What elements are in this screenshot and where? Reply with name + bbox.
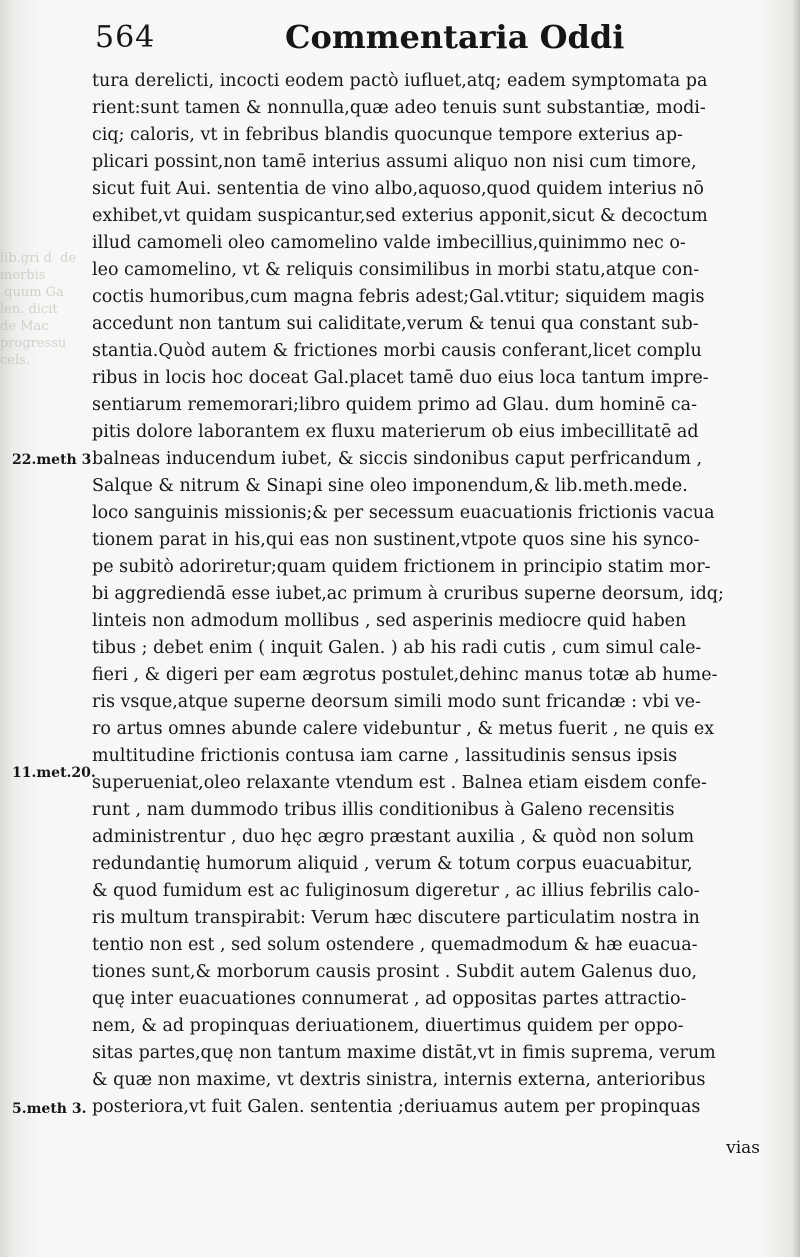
margin-note: 5.meth 3.	[12, 1101, 87, 1117]
page-edge-shadow	[792, 0, 800, 1257]
text-line: sitas partes,quę non tantum maxime distāt,vt in fimis suprema, verum	[92, 1043, 716, 1063]
catchword: vias	[726, 1138, 760, 1158]
text-line: sicut fuit Aui. sententia de vino albo,aquoso,quod quidem interius nō	[92, 179, 704, 199]
text-line: ro artus omnes abunde calere videbuntur , & metus fuerit , ne quis ex	[92, 719, 715, 739]
text-line: ciq; caloris, vt in febribus blandis quocunque tempore exterius ap-	[92, 125, 683, 145]
text-line: linteis non admodum mollibus , sed asperinis mediocre quid haben	[92, 611, 687, 631]
text-line: redundantię humorum aliquid , verum & totum corpus euacuabitur,	[92, 854, 693, 874]
text-line: tura derelicti, incocti eodem pactò iufluet,atq; eadem symptomata pa	[92, 71, 708, 91]
text-line: runt , nam dummodo tribus illis conditionibus à Galeno recensitis	[92, 800, 675, 820]
text-line: pitis dolore laborantem ex fluxu materierum ob eius imbecillitatē ad	[92, 422, 699, 442]
margin-note: 11.met.20.	[12, 765, 96, 781]
text-line: tentio non est , sed solum ostendere , quemadmodum & hæ euacua-	[92, 935, 698, 955]
text-line: ris multum transpirabit: Verum hæc discutere particulatim nostra in	[92, 908, 700, 928]
text-line: multitudine frictionis contusa iam carne , lassitudinis sensus ipsis	[92, 746, 678, 766]
text-line: sentiarum rememorari;libro quidem primo ad Glau. dum hominē ca-	[92, 395, 697, 415]
text-line: tiones sunt,& morborum causis prosint . Subdit autem Galenus duo,	[92, 962, 698, 982]
page-number: 564	[95, 20, 156, 55]
text-line: bi aggrediendā esse iubet,ac primum à cruribus superne deorsum, idq;	[92, 584, 724, 604]
text-line: fieri , & digeri per eam ægrotus postulet,dehinc manus totæ ab hume-	[92, 665, 718, 685]
text-line: coctis humoribus,cum magna febris adest;Gal.vtitur; siquidem magis	[92, 287, 705, 307]
text-line: Salque & nitrum & Sinapi sine oleo imponendum,& lib.meth.mede.	[92, 476, 688, 496]
running-title: Commentaria Oddi	[285, 18, 625, 56]
text-line: accedunt non tantum sui caliditate,verum & tenui qua constant sub-	[92, 314, 699, 334]
text-line: loco sanguinis missionis;& per secessum euacuationis frictionis vacua	[92, 503, 715, 523]
text-line: exhibet,vt quidam suspicantur,sed exterius apponit,sicut & decoctum	[92, 206, 708, 226]
text-line: illud camomeli oleo camomelino valde imbecillius,quinimmo nec o-	[92, 233, 686, 253]
text-line: rient:sunt tamen & nonnulla,quæ adeo tenuis sunt substantiæ, modi-	[92, 98, 706, 118]
page-header	[95, 14, 715, 54]
text-line: ribus in locis hoc doceat Gal.placet tamē duo eius loca tantum impre-	[92, 368, 709, 388]
text-line: quę inter euacuationes connumerat , ad oppositas partes attractio-	[92, 989, 687, 1009]
text-line: plicari possint,non tamē interius assumi aliquo non nisi cum timore,	[92, 152, 697, 172]
text-line: superueniat,oleo relaxante vtendum est . Balnea etiam eisdem confe-	[92, 773, 707, 793]
text-line: & quod fumidum est ac fuliginosum digeretur , ac illius febrilis calo-	[92, 881, 700, 901]
main-text-block	[92, 68, 764, 1121]
bleed-through-text: lib.gri d de morbis quum Ga len. dicit de Mac progressu cels.	[0, 251, 77, 368]
text-line: stantia.Quòd autem & frictiones morbi causis conferant,licet complu	[92, 341, 702, 361]
margin-note: 22.meth 3	[12, 452, 92, 468]
text-line: tionem parat in his,qui eas non sustinent,vtpote quos sine his synco-	[92, 530, 700, 550]
text-line: nem, & ad propinquas deriuationem, diuertimus quidem per oppo-	[92, 1016, 684, 1036]
text-line: leo camomelino, vt & reliquis consimilibus in morbi statu,atque con-	[92, 260, 700, 280]
text-line: pe subitò adoriretur;quam quidem frictionem in principio statim mor-	[92, 557, 711, 577]
text-line: tibus ; debet enim ( inquit Galen. ) ab his radi cutis , cum simul cale-	[92, 638, 702, 658]
text-line: administrentur , duo hęc ægro præstant auxilia , & quòd non solum	[92, 827, 695, 847]
text-line: posteriora,vt fuit Galen. sententia ;deriuamus autem per propinquas	[92, 1097, 701, 1117]
text-line: ris vsque,atque superne deorsum simili modo sunt fricandæ : vbi ve-	[92, 692, 701, 712]
text-line: balneas inducendum iubet, & siccis sindonibus caput perfricandum ,	[92, 449, 703, 469]
text-line: & quæ non maxime, vt dextris sinistra, internis externa, anterioribus	[92, 1070, 706, 1090]
